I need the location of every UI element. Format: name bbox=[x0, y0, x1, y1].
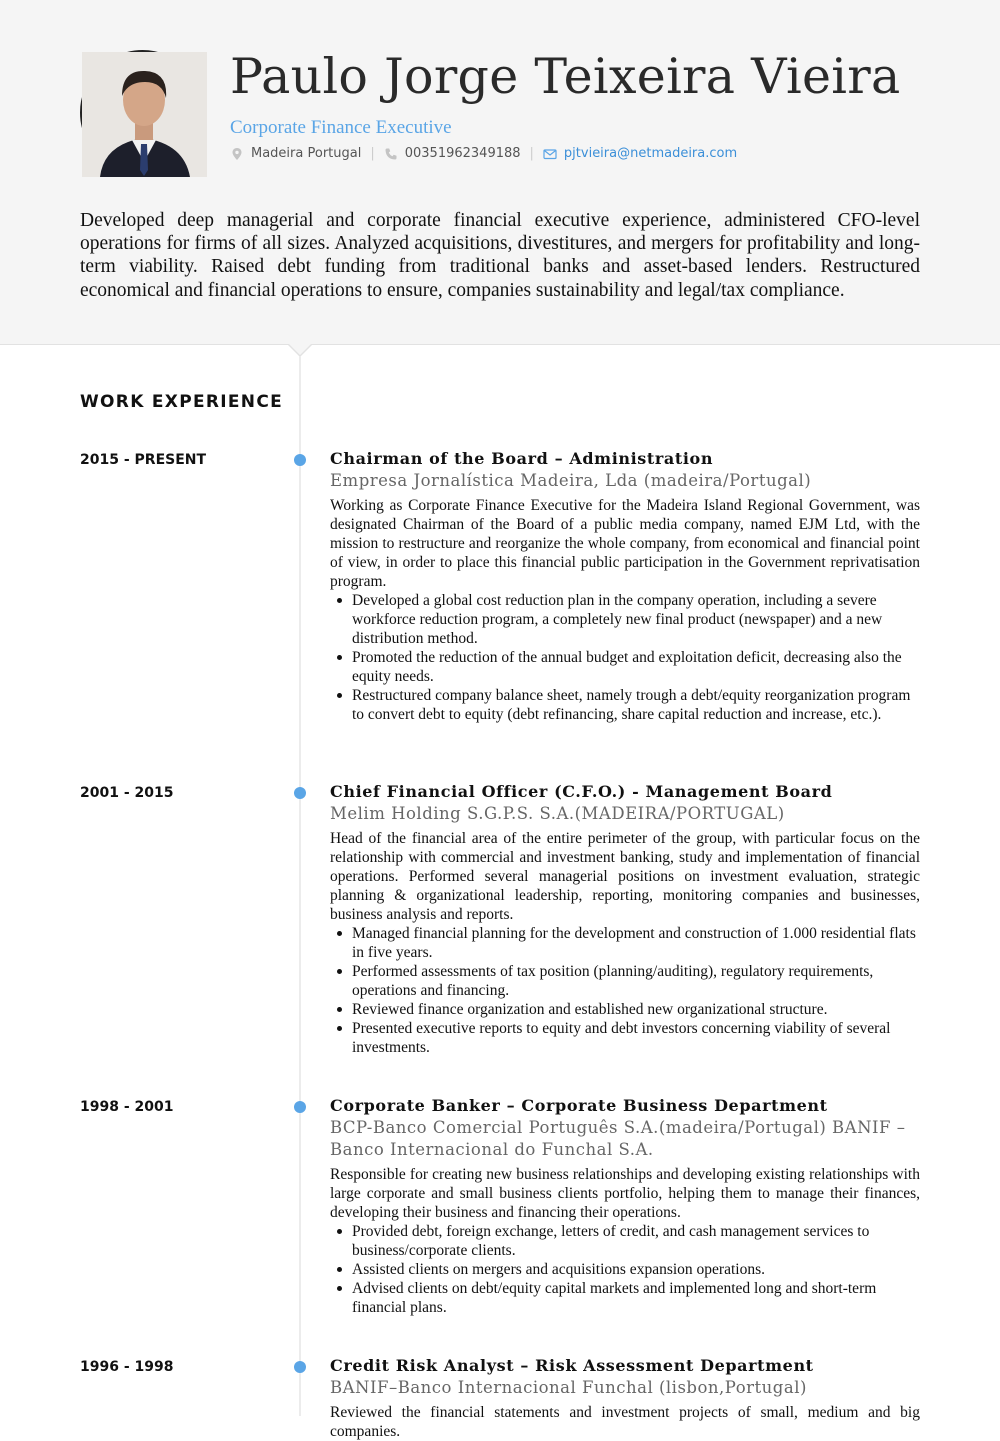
work-experience-heading: WORK EXPERIENCE bbox=[80, 392, 284, 412]
timeline-line bbox=[299, 356, 301, 1416]
job-title: Corporate Finance Executive bbox=[230, 117, 452, 138]
timeline-dot bbox=[294, 454, 306, 466]
entry-role: Credit Risk Analyst – Risk Assessment Department bbox=[330, 1356, 814, 1375]
contact-bar bbox=[230, 146, 737, 161]
bullet-item: Performed assessments of tax position (planning/auditing), regulatory requirements, operations and financing. bbox=[352, 962, 920, 1000]
entry-role: Corporate Banker – Corporate Business Department bbox=[330, 1096, 828, 1115]
bullet-item: Managed financial planning for the development and construction of 1.000 residential flats in five years. bbox=[352, 924, 920, 962]
entry-description: Working as Corporate Finance Executive for the Madeira Island Regional Government, was designated Chairman of the Board of a public media company, named EJM Ltd, with the mission to restructure and reorganize the whole company, from economical and financial point of view, in order to place this financial public participation in the Government reprivatisation program. bbox=[330, 497, 920, 590]
bullet-item: Provided debt, foreign exchange, letters of credit, and cash management services to business/corporate clients. bbox=[352, 1222, 920, 1260]
entry-body bbox=[330, 1356, 920, 1441]
entry-role: Chairman of the Board – Administration bbox=[330, 449, 714, 468]
entry-bullets bbox=[330, 1222, 920, 1317]
bullet-item: Restructured company balance sheet, namely trough a debt/equity reorganization program to convert debt to equity (debt refinancing, share capital reduction and increase, etc.). bbox=[352, 686, 920, 724]
timeline-dot bbox=[294, 787, 306, 799]
entry-date: 1996 - 1998 bbox=[80, 1359, 174, 1375]
entry-company: BANIF–Banco Internacional Funchal (lisbon,Portugal) bbox=[330, 1378, 807, 1397]
profile-header bbox=[0, 0, 1000, 345]
email-link[interactable]: pjtvieira@netmadeira.com bbox=[563, 146, 738, 161]
entry-bullets bbox=[330, 591, 920, 724]
timeline-dot bbox=[294, 1361, 306, 1373]
entry-role: Chief Financial Officer (C.F.O.) - Management Board bbox=[330, 782, 833, 801]
entry-body bbox=[330, 1095, 920, 1317]
person-photo-icon bbox=[82, 52, 207, 177]
bullet-item: Developed a global cost reduction plan in the company operation, including a severe workforce reduction program, a completely new final product (newspaper) and a new distribution method. bbox=[352, 591, 920, 648]
bullet-item: Presented executive reports to equity and debt investors concerning viability of several investments. bbox=[352, 1019, 920, 1057]
entry-description: Responsible for creating new business relationships and developing existing relationships with large corporate and small business clients portfolio, helping them to manage their finances, developing their business and financing their operations. bbox=[330, 1166, 920, 1221]
entry-company: BCP-Banco Comercial Português S.A.(madeira/Portugal) BANIF – Banco Internacional do Funchal S.A. bbox=[330, 1118, 906, 1159]
entry-date: 2001 - 2015 bbox=[80, 785, 174, 801]
experience-entry bbox=[0, 1356, 1000, 1440]
profile-photo bbox=[80, 50, 205, 175]
bullet-item: Reviewed finance organization and established new organizational structure. bbox=[352, 1000, 920, 1019]
bullet-item: Promoted the reduction of the annual budget and exploitation deficit, decreasing also the equity needs. bbox=[352, 648, 920, 686]
entry-bullets bbox=[330, 924, 920, 1057]
location-text: Madeira Portugal bbox=[251, 146, 362, 161]
bullet-item: Assisted clients on mergers and acquisitions expansion operations. bbox=[352, 1260, 920, 1279]
entry-date: 1998 - 2001 bbox=[80, 1099, 174, 1115]
separator: | bbox=[529, 146, 534, 161]
map-pin-icon bbox=[230, 147, 244, 161]
professional-summary: Developed deep managerial and corporate financial executive experience, administered CFO-level operations for firms of all sizes. Analyzed acquisitions, divestitures, and mergers for profitability and long-term viability. Raised debt funding from traditional banks and asset-based lenders. Restructured economical and financial operations to ensure, companies sustainability and legal/tax compliance. bbox=[80, 210, 920, 301]
separator: | bbox=[370, 146, 375, 161]
phone-text: 00351962349188 bbox=[404, 146, 521, 161]
entry-company: Empresa Jornalística Madeira, Lda (madeira/Portugal) bbox=[330, 471, 812, 490]
envelope-icon bbox=[543, 147, 557, 161]
entry-body bbox=[330, 781, 920, 1057]
timeline-dot bbox=[294, 1101, 306, 1113]
entry-company: Melim Holding S.G.P.S. S.A.(MADEIRA/PORTUGAL) bbox=[330, 804, 785, 823]
entry-body bbox=[330, 448, 920, 724]
entry-description: Head of the financial area of the entire perimeter of the group, with particular focus on the relationship with commercial and investment banking, study and implementation of financial operations. Performed several managerial positions on investment evaluation, strategic planning & organizational leadership, reporting, monitoring companies and businesses, business analysis and reports. bbox=[330, 830, 920, 923]
entry-date: 2015 - PRESENT bbox=[80, 452, 207, 468]
bullet-item: Advised clients on debt/equity capital markets and implemented long and short-term financial plans. bbox=[352, 1279, 920, 1317]
header-notch bbox=[289, 344, 311, 355]
phone-icon bbox=[384, 147, 398, 161]
person-name: Paulo Jorge Teixeira Vieira bbox=[230, 48, 901, 105]
entry-description: Reviewed the financial statements and investment projects of small, medium and big companies. bbox=[330, 1404, 920, 1440]
